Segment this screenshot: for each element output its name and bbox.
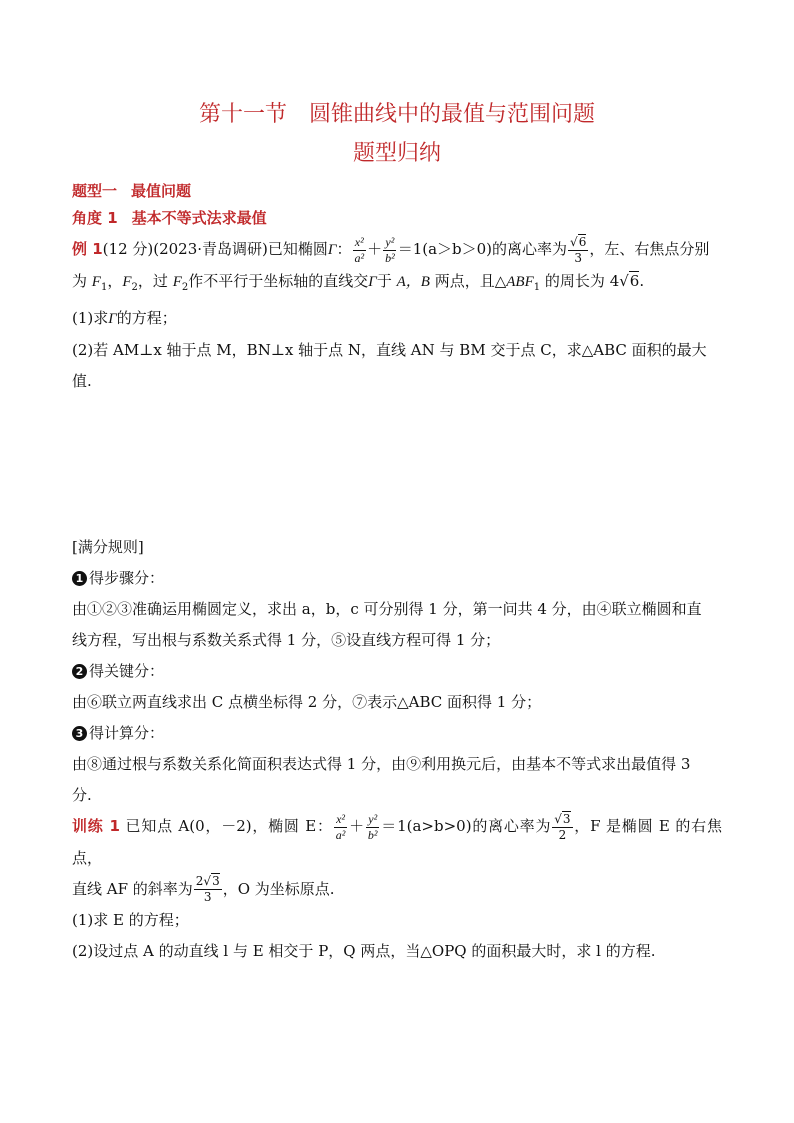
page-title: 第十一节 圆锥曲线中的最值与范围问题	[198, 102, 595, 127]
fraction-sqrt6-3: $\frac{√6}{3}$	[570, 234, 587, 265]
fraction-sqrt3-2: $\frac{√3}{2}$	[554, 811, 571, 842]
example-question-2-cont: 值.	[72, 372, 92, 390]
rule-step-text-2: 线方程，写出根与系数关系式得 1 分，⑤设直线方程可得 1 分；	[72, 631, 501, 649]
angle-heading: 角度 1 基本不等式法求最值	[72, 209, 267, 227]
training-label: 训练 1	[72, 817, 120, 835]
example-question-1: (1)求Γ的方程；	[72, 309, 177, 327]
training-question-2: (2)设过点 A 的动直线 l 与 E 相交于 P，Q 两点，当△OPQ 的面积最大时，求 l 的方程.	[72, 942, 656, 960]
rule-step-heading: 1 得步骤分：	[72, 563, 722, 594]
example-line-2: 为 $F_1$，$F_2$，过 $F_2$作不平行于坐标轴的直线交Γ于 A，B 两点，且$\triangle ABF_1$ 的周长为 4√6.	[72, 272, 645, 293]
number-badge-3: 3	[72, 726, 87, 741]
fraction-y2-b2-training: $\frac{\text{y²}}{\text{b²}}$	[367, 811, 378, 842]
page-subtitle: 题型归纳	[352, 141, 441, 166]
answer-space	[72, 397, 722, 532]
training-question-1: (1)求 E 的方程；	[72, 911, 189, 929]
fraction-x2-a2-training: $\frac{\text{x²}}{\text{a²}}$	[335, 811, 346, 842]
fraction-2sqrt3-3: $\frac{2√3}{3}$	[195, 874, 220, 904]
example-label: 例 1	[72, 240, 103, 258]
number-badge-2: 2	[72, 664, 87, 679]
example-question-2: (2)若 AM⊥x 轴于点 M，BN⊥x 轴于点 N，直线 AN 与 BM 交于点 C，求△ABC 面积的最大	[72, 341, 707, 359]
section-heading: 题型一 最值问题	[72, 182, 192, 200]
rule-calc-text-1: 由⑧通过根与系数关系化简面积表达式得 1 分，由⑨利用换元后，由基本不等式求出最值得 3	[72, 755, 691, 773]
rule-calc-text-2: 分.	[72, 786, 92, 804]
rule-step-text-1: 由①②③准确运用椭圆定义，求出 a，b，c 可分别得 1 分，第一问共 4 分，由④联立椭圆和直	[72, 600, 702, 618]
rule-calc-heading: 3 得计算分：	[72, 718, 722, 749]
rule-key-heading: 2 得关键分：	[72, 656, 722, 687]
rule-key-text: 由⑥联立两直线求出 C 点横坐标得 2 分，⑦表示△ABC 面积得 1 分；	[72, 693, 542, 711]
number-badge-1: 1	[72, 571, 87, 586]
rules-heading: [满分规则]	[72, 538, 144, 556]
training-line-2: 直线 AF 的斜率为 $\frac{2√3}{3}$ ，O 为坐标原点.	[72, 874, 335, 904]
example-line-1: 例 1(12 分)(2023·青岛调研)已知椭圆Γ： $\frac{\text{x²}}{\text{a²}}$ ＋ $\frac{\text{y²}}{\text{b²}}$ ＝1(a＞b＞0)的离心率为 $\frac{√6}{3}$ ，左、右焦点分别	[72, 234, 710, 265]
fraction-y2-b2: $\frac{\text{y²}}{\text{b²}}$	[385, 234, 395, 265]
training-line-1: 训练 1 已知点 A(0，－2)，椭圆 E： $\frac{\text{x²}}{\text{a²}}$ ＋ $\frac{\text{y²}}{\text{b²}}$ ＝1(a>b>0)的离心率为 $\frac{√3}{2}$ ，F 是椭圆 E 的右焦点，	[72, 811, 722, 867]
fraction-x2-a2: $\frac{\text{x²}}{\text{a²}}$	[354, 234, 365, 265]
